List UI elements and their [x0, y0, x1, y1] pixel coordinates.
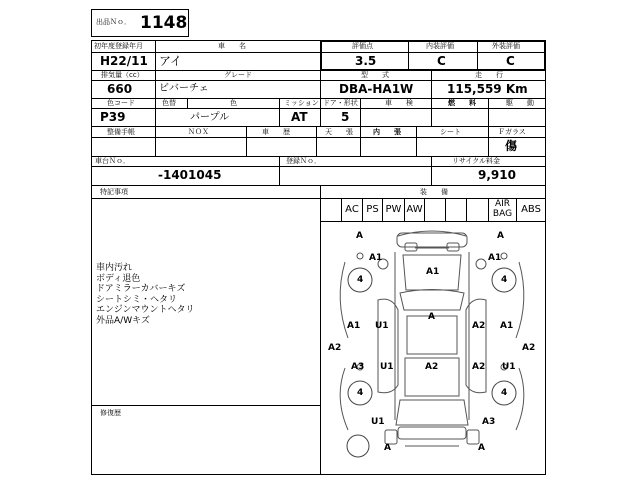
first-registration-value: H22/11	[100, 54, 148, 68]
remarks-label: 特記事項	[100, 188, 128, 196]
interior-trim-label: 内 張	[373, 128, 401, 136]
equipment-ps: PS	[366, 204, 379, 215]
damage-code: A2	[472, 321, 486, 331]
grade-value: ビバーチェ	[159, 83, 209, 94]
damage-code: A	[428, 312, 435, 322]
equipment-pw: PW	[385, 204, 402, 215]
drive-label: 駆 動	[506, 99, 534, 107]
color-label: 色	[230, 99, 237, 107]
chassis-number-value: -1401045	[158, 168, 222, 182]
doors-shape-label: ドア・形状	[323, 99, 358, 107]
damage-code: A	[384, 443, 391, 453]
chassis-number-label: 車台Ｎｏ．	[95, 157, 130, 165]
rule	[91, 198, 546, 199]
rule	[360, 98, 361, 126]
score-label: 評価点	[352, 42, 373, 50]
damage-code: A	[497, 231, 504, 241]
damage-code: 4	[501, 275, 508, 285]
car-name-label: 車 名	[218, 42, 246, 50]
remark-line: 車内汚れ	[96, 263, 133, 273]
remarks-list	[96, 263, 195, 326]
seat-label: シート	[440, 128, 461, 136]
color-code-label: 色コード	[107, 99, 135, 107]
registration-number-label: 登録Ｎｏ．	[286, 157, 321, 165]
model-code-label: 型 式	[361, 71, 389, 79]
rule	[91, 137, 546, 138]
rule	[360, 126, 361, 156]
rule	[320, 70, 321, 98]
damage-code: 4	[501, 388, 508, 398]
damage-code: A1	[426, 267, 440, 277]
recycle-fee-value: 9,910	[478, 168, 516, 182]
equipment-ac: AC	[345, 204, 359, 215]
service-book-label: 整備手帳	[107, 128, 135, 136]
rule	[91, 185, 546, 186]
model-code-value: DBA-HA1W	[339, 82, 414, 96]
displacement-value: 660	[107, 82, 133, 96]
remark-line: 外品A/Wキズ	[96, 315, 150, 326]
displacement-label: 排気量（cc）	[101, 71, 144, 79]
rule	[424, 198, 425, 221]
rule	[91, 166, 546, 167]
rule	[155, 126, 156, 156]
grade-label: グレード	[224, 71, 252, 79]
transmission-value: AT	[291, 110, 308, 124]
mileage-label: 走 行	[475, 71, 503, 79]
damage-code: A1	[369, 253, 383, 263]
damage-code: A	[356, 231, 363, 241]
repair-history-label: 修復歴	[100, 409, 121, 417]
rule	[431, 98, 432, 126]
nox-label: ＮＯＸ	[188, 128, 209, 136]
transmission-label: ミッション	[284, 99, 319, 107]
rule	[91, 80, 546, 81]
mileage-value: 115,559 Km	[447, 82, 528, 96]
rule	[488, 98, 489, 126]
rule	[431, 70, 432, 98]
rule	[91, 108, 546, 109]
exterior-grade-value: C	[506, 54, 515, 68]
equipment-abs: ABS	[521, 204, 541, 215]
rule	[431, 156, 432, 185]
damage-code: A2	[425, 362, 439, 372]
lot-number-value: 1148	[140, 13, 188, 33]
damage-code: U1	[371, 417, 385, 427]
rule	[91, 126, 546, 127]
damage-code: U1	[380, 362, 394, 372]
damage-code: A3	[482, 417, 496, 427]
damage-code: A2	[472, 362, 486, 372]
car-name-value: アイ	[159, 54, 182, 68]
rule	[416, 126, 417, 156]
damage-code: U1	[375, 321, 389, 331]
doors-value: 5	[341, 110, 350, 124]
rule	[445, 198, 446, 221]
remark-line: エンジンマウントヘタリ	[96, 305, 195, 315]
rule	[246, 126, 247, 156]
front-glass-label: Ｆガラス	[498, 128, 526, 136]
damage-code: U1	[502, 362, 516, 372]
first-registration-label: 初年度登録年月	[94, 42, 143, 50]
headliner-label: 天 張	[325, 128, 353, 136]
damage-code: A3	[351, 362, 365, 372]
damage-code: A2	[328, 343, 342, 353]
damage-code: A1	[500, 321, 514, 331]
rule	[466, 198, 467, 221]
color-code-value: P39	[100, 110, 126, 124]
rule	[279, 156, 280, 185]
damage-code: A	[478, 443, 485, 453]
rule	[320, 98, 321, 126]
remark-line: ドアミラーカバーキズ	[96, 284, 186, 294]
damage-code: A1	[347, 321, 361, 331]
remark-line: ボディ退色	[96, 273, 141, 284]
equipment-label: 装 備	[420, 188, 448, 196]
history-label: 車 歴	[262, 128, 290, 136]
fuel-label: 燃 料	[448, 99, 476, 107]
lot-number-label: 出品Ｎｏ．	[96, 18, 131, 26]
remark-line: シートシミ・ヘタリ	[96, 294, 178, 305]
rule	[187, 98, 188, 108]
exterior-grade-label: 外装評価	[492, 42, 520, 50]
rule	[155, 98, 156, 126]
rule	[155, 40, 156, 70]
car-diagram	[320, 222, 546, 475]
rule	[488, 126, 489, 156]
front-glass-value: 傷	[505, 139, 518, 153]
damage-code: A2	[522, 343, 536, 353]
interior-grade-label: 内装評価	[426, 42, 454, 50]
rule	[91, 405, 320, 406]
color-value: パープル	[190, 112, 230, 123]
rule	[155, 70, 156, 98]
equipment-aw: AW	[406, 204, 423, 215]
rule	[279, 98, 280, 126]
rule	[316, 126, 317, 156]
score-value: 3.5	[355, 54, 377, 68]
color-change-label: 色替	[162, 99, 176, 107]
recycle-fee-label: リサイクル料金	[452, 157, 501, 165]
interior-grade-value: C	[437, 54, 446, 68]
equipment-airbag: AIR BAG	[492, 199, 513, 219]
damage-code: A1	[488, 253, 502, 263]
damage-code: 4	[357, 388, 364, 398]
inspection-label: 車 検	[385, 99, 413, 107]
damage-code: 4	[357, 275, 364, 285]
